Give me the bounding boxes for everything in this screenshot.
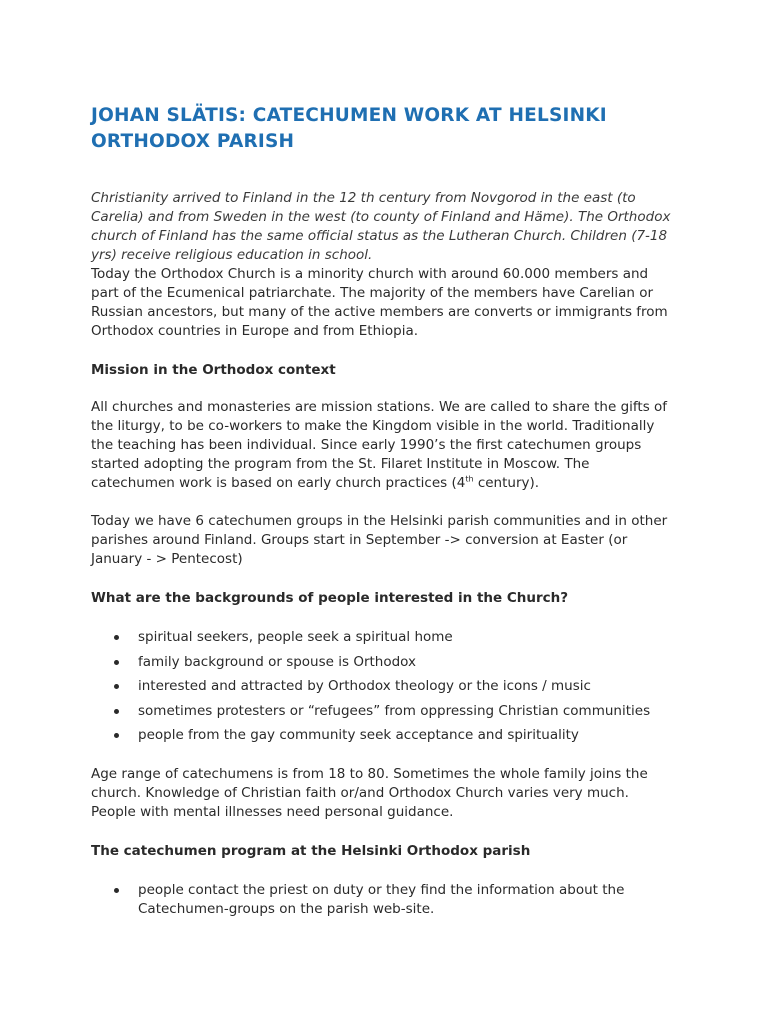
intro-italic-paragraph: Christianity arrived to Finland in the 12 th century from Novgorod in the east (to Carelia) and from Sweden in the west (to county of Finland and Häme). The Orthodox church of Finland has the same official status as the Lutheran Church. Children (7-18 yrs) receive religious education in school. — [91, 190, 671, 263]
bullet-icon — [114, 660, 119, 665]
mission-p1-text: All churches and monasteries are mission stations. We are called to share the gifts of the liturgy, to be co-workers to make the Kingdom visible in the world. Traditionally the teaching has been individual. Since early 1990’s the first catechumen groups started adopting the program from the St. Filaret Institute in Moscow. The catechumen work is based on early church practices (4 — [91, 399, 668, 491]
list-item-text: sometimes protesters or “refugees” from oppressing Christian communities — [138, 702, 651, 719]
document-title: JOHAN SLÄTIS: CATECHUMEN WORK AT HELSINKI ORTHODOX PARISH — [91, 105, 607, 152]
list-item — [91, 628, 672, 647]
list-item-text: family background or spouse is Orthodox — [138, 653, 417, 670]
list-item — [91, 702, 672, 721]
list-item — [91, 726, 672, 745]
list-item-text: people from the gay community seek acceptance and spirituality — [138, 727, 579, 743]
bullet-icon — [114, 635, 119, 640]
backgrounds-heading: What are the backgrounds of people interested in the Church? — [91, 590, 569, 606]
mission-heading: Mission in the Orthodox context — [91, 362, 336, 378]
bullet-icon — [114, 888, 119, 893]
list-item-text: interested and attracted by Orthodox theology or the icons / music — [138, 678, 591, 694]
program-heading: The catechumen program at the Helsinki Orthodox parish — [91, 843, 531, 859]
list-item — [91, 677, 672, 696]
list-item — [91, 881, 672, 919]
backgrounds-list — [91, 628, 672, 745]
mission-p1-text-end: century). — [473, 475, 540, 491]
list-item-text: spiritual seekers, people seek a spiritual home — [138, 629, 453, 645]
bullet-icon — [114, 684, 119, 689]
list-item — [91, 653, 672, 672]
program-list — [91, 881, 672, 919]
bullet-icon — [114, 709, 119, 714]
list-item-text: people contact the priest on duty or they find the information about the Catechumen-groups on the parish web-site. — [138, 882, 625, 917]
mission-paragraph-1 — [91, 398, 672, 493]
spacer — [91, 493, 672, 512]
mission-paragraph-2: Today we have 6 catechumen groups in the Helsinki parish communities and in other parishes around Finland. Groups start in September -> conversion at Easter (or January - > Pentecost) — [91, 513, 668, 567]
intro-paragraph: Today the Orthodox Church is a minority church with around 60.000 members and part of the Ecumenical patriarchate. The majority of the members have Carelian or Russian ancestors, but many of the active members are converts or immigrants from Orthodox countries in Europe and from Ethiopia. — [91, 266, 668, 339]
superscript-th: th — [465, 474, 474, 484]
bullet-icon — [114, 733, 119, 738]
age-paragraph: Age range of catechumens is from 18 to 80. Sometimes the whole family joins the church. Knowledge of Christian faith or/and Orthodox Church varies very much. People with mental illnesses need personal guidance. — [91, 766, 648, 820]
